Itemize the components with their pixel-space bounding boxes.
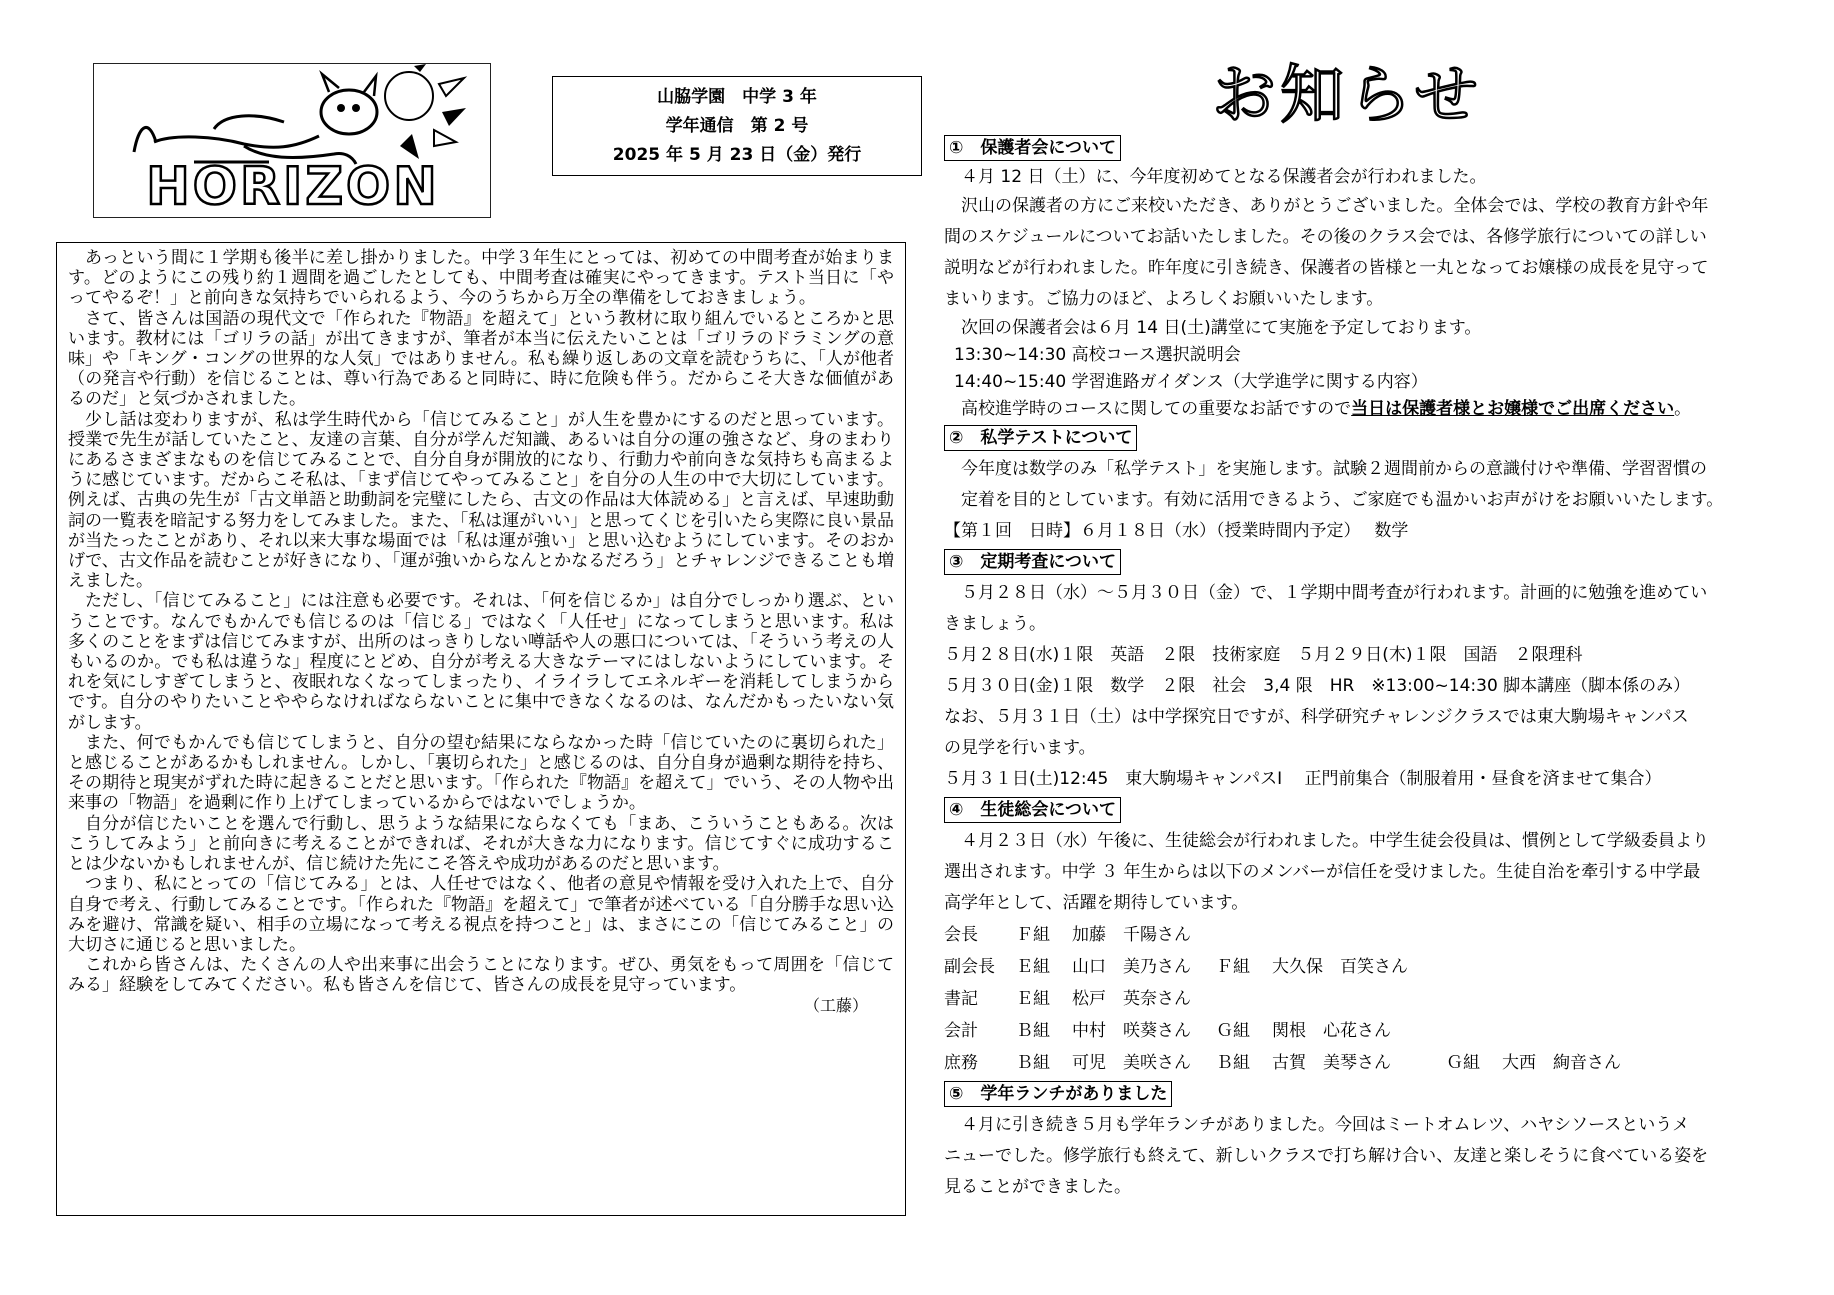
horizon-logo [93,63,491,218]
text-line: なお、５月３１日（土）は中学探究日ですが、科学研究チャレンジクラスでは東大駒場キャンパス [944,707,1689,727]
officer-row [944,983,1794,1015]
exam-schedule-line: ５月２８日(水)１限 英語 ２限 技術家庭 ５月２９日(木)１限 国語 ２限理科 [944,645,1583,665]
notices-title-text: お知らせ [1212,59,1483,133]
officer-row [944,951,1794,983]
officer-class: Ｇ組 [1446,1053,1480,1073]
officer-class: Ｇ組 [1216,1021,1250,1041]
text-line [944,396,1794,423]
essay-paragraph: あっという間に１学期も後半に差し掛かりました。中学３年生にとっては、初めての中間考査が始まります。どのようにこの残り約１週間を過ごしたとしても、中間考査は確実にやってきます。テスト当日に「やってやるぞ！」と前向きな気持ちでいられるよう、今のうちから万全の準備をしておきましょう。 [68,248,894,309]
section-grade-lunch [944,1079,1794,1203]
issue-date: 2025 年 5 月 23 日（金）発行 [612,145,862,165]
section-heading: ① 保護者会について [944,135,1121,161]
essay-paragraph: ただし、「信じてみること」には注意も必要です。それは、「何を信じるか」は自分でしっかり選ぶ、ということです。なんでもかんでも信じるのは「信じる」ではなく「人任せ」になってしまうと思います。私は多くのことをまずは信じてみますが、出所のはっきりしない噂話や人の悪口については、「そういう考えの人もいるのか。でも私は違うな」程度にとどめ、自分が考える大きなテーマにはしないようにしています。それを気にしすぎてしまうと、夜眠れなくなってしまったり、イライラしてエネルギーを消耗してしまうからです。自分のやりたいことややらなければならないことに集中できなくなるのは、なんだかもったいない気がします。 [68,591,894,733]
officer-class: Ｂ組 [1216,1053,1250,1073]
section-heading: ③ 定期考査について [944,549,1121,575]
officer-row [944,919,1794,951]
text-line: 今年度は数学のみ「私学テスト」を実施します。試験２週間前からの意識付けや準備、学習習慣の [961,459,1707,479]
officer-class: Ｅ組 [1016,957,1050,977]
officer-class: Ｆ組 [1016,925,1050,945]
text-line: 定着を目的としています。有効に活用できるよう、ご家庭でも温かいお声がけをお願いいたします。 [961,490,1724,510]
officer-name: 関根 心花さん [1272,1021,1391,1041]
officer-name: 加藤 千陽さん [1072,925,1191,945]
essay-signature: （工藤） [803,995,868,1015]
essay-paragraph: つまり、私にとっての「信じてみる」とは、人任せではなく、他者の意見や情報を受け入れた上で、自分自身で考え、行動してみることです。「作られた『物語』を超えて」で筆者が述べている「自分勝手な思い込みを避け、常識を疑い、相手の立場になって考える視点を持つこと」は、まさにこの「信じてみること」の大切さに通じると思いました。 [68,874,894,955]
notices-column [944,133,1794,1203]
text-line: ニューでした。修学旅行も終えて、新しいクラスで打ち解け合い、友達と楽しそうに食べている姿を [944,1146,1709,1166]
officer-row [944,1015,1794,1047]
emphasis-text: 当日は保護者様とお嬢様でご出席ください [1351,399,1675,419]
text-fragment: 高校進学時のコースに関しての重要なお話ですので [961,399,1352,419]
text-fragment: 。 [1674,399,1692,419]
essay-box [56,242,906,1216]
notices-title [1212,56,1512,136]
text-line: 沢山の保護者の方にご来校いただき、ありがとうございました。全体会では、学校の教育方針や年 [961,196,1709,216]
text-line: 選出されます。中学 ３ 年生からは以下のメンバーが信任を受けました。生徒自治を牽引する中学最 [944,862,1701,882]
text-line: ４月に引き続き５月も学年ランチがありました。今回はミートオムレツ、ハヤシソースというメ [961,1115,1690,1135]
officer-name: 大西 絢音さん [1502,1053,1621,1073]
officer-class: Ｂ組 [1016,1053,1050,1073]
newsletter-number: 学年通信 第 2 号 [665,116,809,136]
officer-name: 山口 美乃さん [1072,957,1191,977]
section-heading: ④ 生徒総会について [944,797,1121,823]
text-line: ５月３１日(土)12:45 東大駒場キャンパスⅠ 正門前集合（制服着用・昼食を済ませて集合） [944,769,1662,789]
officer-role: 会長 [944,925,978,945]
officer-name: 可児 美咲さん [1072,1053,1191,1073]
text-line: まいります。ご協力のほど、よろしくお願いいたします。 [944,289,1384,309]
text-line: 見ることができました。 [944,1177,1131,1197]
essay-paragraph: 自分が信じたいことを選んで行動し、思うような結果にならなくても「まあ、こういうこともある。次はこうしてみよう」と前向きに考えることができれば、それが大きな力になります。信じてすぐに成功することは少ないかもしれませんが、信じ続けた先にこそ答えや成功があるのだと思います。 [68,813,894,875]
section-heading: ⑤ 学年ランチがありました [944,1081,1172,1107]
officer-name: 中村 咲葵さん [1072,1021,1191,1041]
officer-role: 書記 [944,989,978,1009]
text-line: ５月２８日（水）～５月３０日（金）で、１学期中間考査が行われます。計画的に勉強を進めてい [961,583,1708,603]
section-student-assembly [944,795,1794,1079]
text-line: 【第１回 日時】６月１８日（水）（授業時間内予定） 数学 [944,521,1409,541]
officer-name: 松戸 英奈さん [1072,989,1191,1009]
text-line: 高学年として、活躍を期待しています。 [944,893,1249,913]
cartoon-logo-icon [94,64,492,219]
essay-paragraph: これから皆さんは、たくさんの人や出来事に出会うことになります。ぜひ、勇気をもって周囲を「信じてみる」経験をしてみてください。私も皆さんを信じて、皆さんの成長を見守っています。 [68,955,894,996]
text-line: 説明などが行われました。昨年度に引き続き、保護者の皆様と一丸となってお嬢様の成長を見守って [944,258,1709,278]
text-line: の見学を行います。 [944,738,1096,758]
officer-class: Ｂ組 [1016,1021,1050,1041]
section-heading: ② 私学テストについて [944,425,1137,451]
officer-role: 庶務 [944,1053,978,1073]
officer-class: Ｅ組 [1016,989,1050,1009]
officer-name: 大久保 百笑さん [1272,957,1408,977]
text-line: ４月２３日（水）午後に、生徒総会が行われました。中学生徒会役員は、慣例として学級委員より [961,831,1709,851]
school-grade: 山脇学園 中学 3 年 [657,87,817,107]
section-exams [944,547,1794,795]
officer-name: 古賀 美琴さん [1272,1053,1391,1073]
logo-text: HORIZON [146,157,440,217]
issue-info-box [552,76,922,176]
schedule-line: 14:40~15:40 学習進路ガイダンス（大学進学に関する内容） [954,372,1428,392]
essay-paragraph: さて、皆さんは国語の現代文で「作られた『物語』を超えて」という教材に取り組んでいるところかと思います。教材には「ゴリラの話」が出てきますが、筆者が本当に伝えたいことは「ゴリラのドラミングの意味」や「キング・コングの世界的な人気」ではありません。私も繰り返しあの文章を読むうちに、「人が他者（の発言や行動）を信じることは、尊い行為であると同時に、時に危険も伴う。だからこそ大きな価値があるのだ」と気づかされました。 [68,308,894,410]
exam-schedule-line: ５月３０日(金)１限 数学 ２限 社会 3,4 限 HR ※13:00~14:30 脚本講座（脚本係のみ） [944,676,1691,696]
officer-row [944,1047,1794,1079]
text-line: 次回の保護者会は６月 14 日(土)講堂にて実施を予定しております。 [961,318,1482,338]
essay-paragraph: また、何でもかんでも信じてしまうと、自分の望む結果にならなかった時「信じていたのに裏切られた」と感じることがあるかもしれません。しかし、「裏切られた」と感じるのは、自分自身が過剰な期待を持ち、その期待と現実がずれた時に起きることだと思います。「作られた『物語』を超えて」でいう、その人物や出来事の「物語」を過剰に作り上げてしまっているからではないでしょうか。 [68,732,894,814]
schedule-line: 13:30~14:30 高校コース選択説明会 [954,345,1241,365]
section-private-test [944,423,1794,547]
text-line: きましょう。 [944,614,1046,634]
section-parent-meeting [944,133,1794,423]
officer-role: 副会長 [944,957,995,977]
text-line: ４月 12 日（土）に、今年度初めてとなる保護者会が行われました。 [961,167,1487,187]
officer-class: Ｆ組 [1216,957,1250,977]
text-line: 間のスケジュールについてお話いたしました。その後のクラス会では、各修学旅行についての詳しい [944,227,1707,247]
officer-role: 会計 [944,1021,978,1041]
essay-paragraph: 少し話は変わりますが、私は学生時代から「信じてみること」が人生を豊かにするのだと思っています。授業で先生が話していたこと、友達の言葉、自分が学んだ知識、あるいは自分の運の強さなど、身のまわりにあるさまざまなものを信じてみることで、自分自身が開放的になり、行動力や前向きな気持ちも高まるように感じています。だからこそ私は、「まず信じてやってみること」を自分の人生の中で大切にしています。例えば、古典の先生が「古文単語と助動詞を完璧にしたら、古文の作品は大体読める」と言えば、早速助動詞の一覧表を暗記する努力をしてみました。また、「私は運がいい」と思ってくじを引いたら実際に良い景品が当たったことがあり、それ以来大事な場面では「私は運が強い」と思い込むようにしています。そのおかげで、古文作品を読むことが好きになり、「運が強いからなんとかなるだろう」とチャレンジできることも増えました。 [68,409,894,592]
